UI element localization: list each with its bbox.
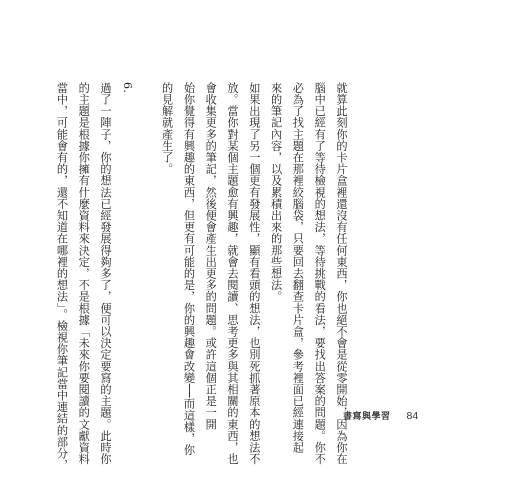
text-line: 的見解就產生了。 (160, 82, 174, 175)
text-line: 放。當你對某個主題愈有興趣，就會去閱讀、思考更多與其相關的東西，也 (226, 82, 240, 465)
section-number: 6. (120, 82, 134, 94)
paragraph-gap (138, 82, 156, 398)
text-line: 的主題是根據你擁有什麼資料來決定，不是根據「未來你要閱讀的文獻資料 (77, 82, 91, 465)
text-line: 腦中已經有了等待檢視的想法，等待挑戰的看法，要找出答案的問題。你不 (313, 82, 327, 465)
page-footer (343, 409, 418, 422)
text-line: 始你覺得有興趣的東西，但更有可能的是，你的興趣會改變──而這樣，你 (182, 82, 196, 456)
page-body (51, 82, 352, 471)
text-line: 會收集更多的筆記，然後便會產生出更多的問題。或許這個正是一開 (204, 82, 218, 430)
text-line: 當中，可能會有的，還不知道在哪裡的想法」。檢視你筆記當中連結的部分， (55, 82, 69, 471)
text-line: 來的筆記內容，以及累積出來的那些想法。 (269, 82, 283, 303)
page-number: 84 (406, 410, 419, 422)
text-line: 過了一陣子，你的想法已經發展得夠多了，便可以決定要寫的主題。此時你 (99, 82, 113, 465)
running-title: 書寫與學習 (343, 412, 391, 422)
text-line: 如果出現了另一個更有發展性，顯有看頭的想法，也別死抓著原本的想法不 (247, 82, 261, 465)
text-line: 必為了找主題在那裡絞腦袋，只要回去翻查卡片盒，參考裡面已經連接起 (291, 82, 305, 454)
text-line: 就算此刻你的卡片盒裡還沒有任何東西，你也絕不會是從零開始，因為你在 (335, 82, 348, 465)
